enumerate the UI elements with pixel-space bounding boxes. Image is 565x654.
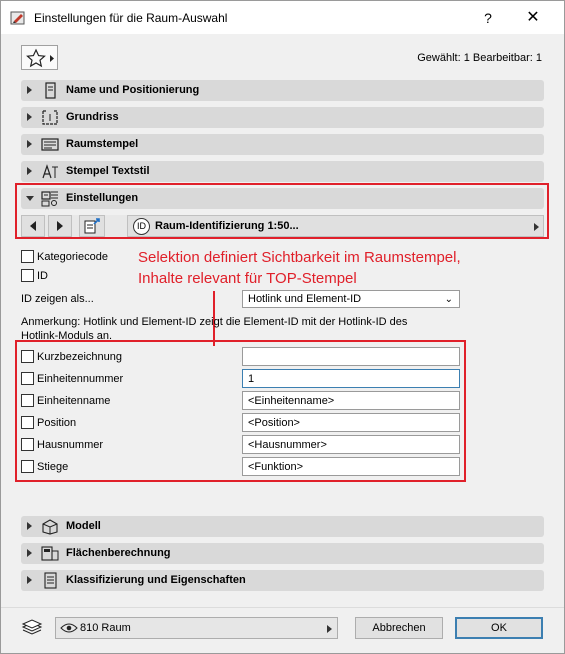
floor-plan-icon [41,109,59,126]
stiege-label: Stiege [37,461,69,473]
close-button[interactable]: ✕ [526,9,540,26]
layer-value: 810 Raum [80,622,131,634]
chevron-down-icon: ⌄ [444,294,453,305]
collapse-arrow-icon [27,167,32,175]
section-label: Grundriss [66,111,119,123]
einheitennummer-label: Einheitennummer [37,373,124,385]
collapse-arrow-icon [27,140,32,148]
einheitenname-checkbox[interactable] [21,394,34,407]
dialog-title: Einstellungen für die Raum-Auswahl [34,11,228,25]
position-label: Position [37,417,77,429]
zone-stamp-icon [41,136,59,153]
favorites-button[interactable] [21,45,58,70]
selection-status: Gewählt: 1 Bearbeitbar: 1 [417,52,542,64]
eye-icon [60,622,78,634]
collapse-arrow-icon [27,113,32,121]
kurzbezeichnung-input[interactable] [242,347,460,366]
section-zone-stamp[interactable] [21,134,544,155]
highlight-box-settings [15,183,549,239]
kurzbezeichnung-label: Kurzbezeichnung [37,351,123,363]
annotation-line: Selektion definiert Sichtbarkeit im Raumstempel, [138,249,461,266]
stiege-checkbox[interactable] [21,460,34,473]
id-checkbox[interactable] [21,269,34,282]
hausnummer-input[interactable]: <Hausnummer> [242,435,460,454]
section-floor-plan[interactable] [21,107,544,128]
collapse-arrow-icon [27,86,32,94]
einheitenname-label: Einheitenname [37,395,111,407]
einheitennummer-checkbox[interactable] [21,372,34,385]
title-bar [1,1,564,34]
einheitennummer-input[interactable]: 1 [242,369,460,388]
position-input[interactable]: <Position> [242,413,460,432]
cancel-button[interactable]: Abbrechen [355,617,443,639]
section-stamp-text-style[interactable] [21,161,544,182]
section-label: Stempel Textstil [66,165,150,177]
annotation-text [138,247,461,289]
model-icon [41,518,59,535]
kurzbezeichnung-checkbox[interactable] [21,350,34,363]
section-model[interactable] [21,516,544,537]
section-label: Raumstempel [66,138,139,150]
note-text: Anmerkung: Hotlink und Element-ID zeigt die Element-ID mit der Hotlink-ID des Hotlink-Moduls an. [21,316,408,342]
position-checkbox[interactable] [21,416,34,429]
id-show-dropdown[interactable] [242,290,460,308]
section-label: Klassifizierung und Eigenschaften [66,574,246,586]
star-icon [22,46,59,71]
section-name-positioning[interactable] [21,80,544,101]
annotation-line: Inhalte relevant für TOP-Stempel [138,270,357,287]
section-label: Modell [66,520,101,532]
section-classification[interactable] [21,570,544,591]
app-icon [10,10,26,26]
id-circle-icon: ID [133,218,150,235]
id-panel-label: Raum-Identifizierung 1:50... [155,220,299,232]
id-show-value: Hotlink und Element-ID [248,293,362,305]
layer-icon [21,617,43,635]
section-label: Name und Positionierung [66,84,200,96]
ok-button[interactable]: OK [455,617,543,639]
section-label: Flächenberechnung [66,547,171,559]
id-show-label: ID zeigen als... [21,293,94,305]
kategoriecode-label: Kategoriecode [37,251,108,263]
expand-arrow-icon [327,625,332,633]
stiege-input[interactable]: <Funktion> [242,457,460,476]
layer-dropdown[interactable] [55,617,338,639]
einheitenname-input[interactable]: <Einheitenname> [242,391,460,410]
hausnummer-checkbox[interactable] [21,438,34,451]
classification-icon [41,572,59,589]
id-label: ID [37,270,48,282]
collapse-arrow-icon [27,576,32,584]
section-area-calc[interactable] [21,543,544,564]
help-button[interactable]: ? [484,10,492,26]
collapse-arrow-icon [27,549,32,557]
kategoriecode-checkbox[interactable] [21,250,34,263]
name-position-icon [41,82,59,99]
area-calc-icon [41,545,59,562]
text-style-icon [41,163,59,180]
collapse-arrow-icon [27,522,32,530]
hausnummer-label: Hausnummer [37,439,104,451]
section-label: Einstellungen [66,192,139,204]
